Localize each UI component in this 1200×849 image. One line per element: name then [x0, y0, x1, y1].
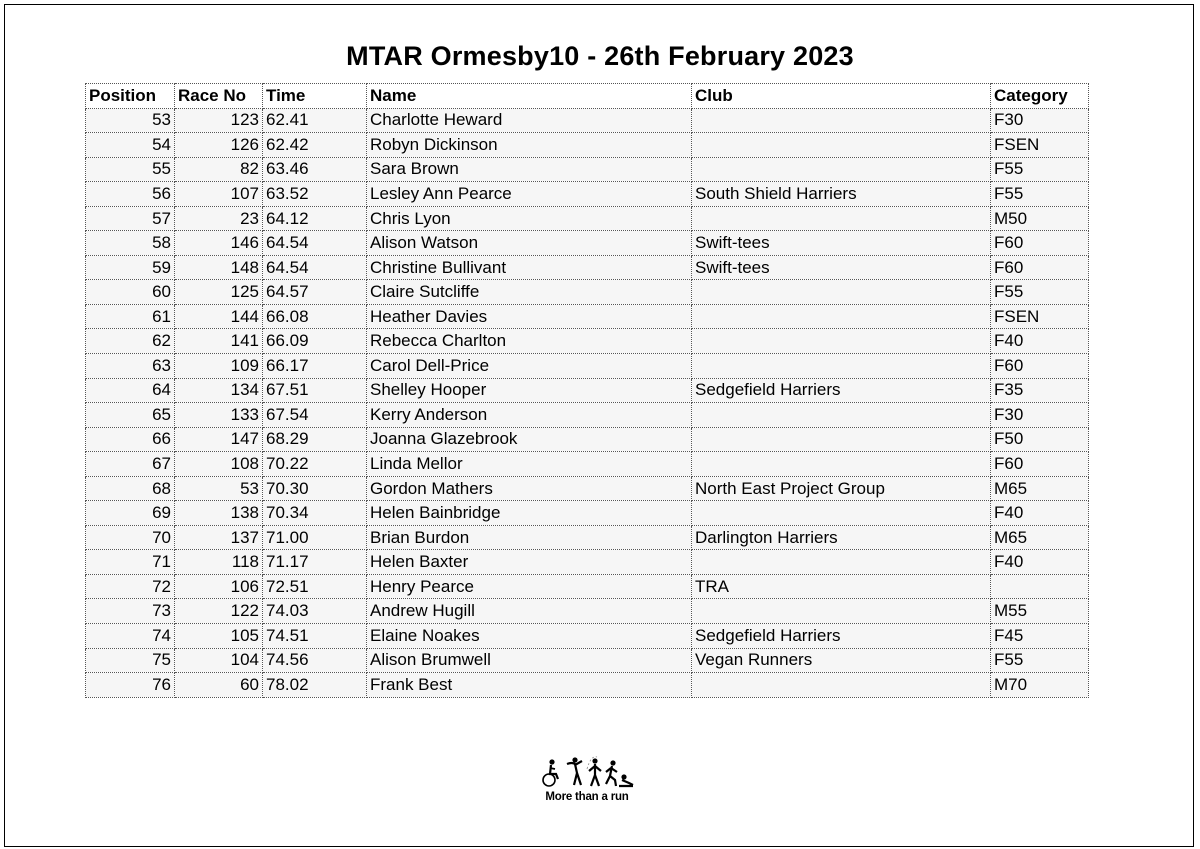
cell-race-no: 106 [175, 574, 263, 599]
cell-name: Alison Brumwell [367, 648, 692, 673]
cell-race-no: 134 [175, 378, 263, 403]
cell-category: M65 [991, 476, 1089, 501]
cell-club: Sedgefield Harriers [692, 378, 991, 403]
cell-position: 62 [86, 329, 175, 354]
cell-time: 63.52 [263, 182, 367, 207]
cell-position: 56 [86, 182, 175, 207]
cell-time: 71.17 [263, 550, 367, 575]
cell-category: F35 [991, 378, 1089, 403]
cell-time: 68.29 [263, 427, 367, 452]
cell-position: 66 [86, 427, 175, 452]
cell-name: Brian Burdon [367, 525, 692, 550]
cell-name: Kerry Anderson [367, 403, 692, 428]
cell-category: F45 [991, 624, 1089, 649]
cell-position: 65 [86, 403, 175, 428]
cell-club: Sedgefield Harriers [692, 624, 991, 649]
cell-name: Elaine Noakes [367, 624, 692, 649]
column-header-club: Club [692, 84, 991, 109]
cell-time: 71.00 [263, 525, 367, 550]
column-header-race-no: Race No [175, 84, 263, 109]
cell-name: Helen Bainbridge [367, 501, 692, 526]
table-row [86, 182, 1089, 207]
table-row [86, 403, 1089, 428]
table-row [86, 329, 1089, 354]
cell-club [692, 280, 991, 305]
column-header-category: Category [991, 84, 1089, 109]
cell-time: 70.34 [263, 501, 367, 526]
cell-time: 70.22 [263, 452, 367, 477]
cell-name: Henry Pearce [367, 574, 692, 599]
cell-club [692, 550, 991, 575]
cell-race-no: 141 [175, 329, 263, 354]
cell-name: Joanna Glazebrook [367, 427, 692, 452]
cell-time: 74.56 [263, 648, 367, 673]
cell-time: 64.12 [263, 206, 367, 231]
cell-race-no: 82 [175, 157, 263, 182]
cell-category: F30 [991, 403, 1089, 428]
cell-name: Gordon Mathers [367, 476, 692, 501]
cell-club [692, 108, 991, 133]
cell-club [692, 206, 991, 231]
cell-position: 57 [86, 206, 175, 231]
table-row [86, 452, 1089, 477]
cell-category: F55 [991, 157, 1089, 182]
cell-race-no: 118 [175, 550, 263, 575]
cell-position: 55 [86, 157, 175, 182]
cell-race-no: 107 [175, 182, 263, 207]
cell-time: 66.08 [263, 304, 367, 329]
cell-category: FSEN [991, 304, 1089, 329]
cell-club [692, 427, 991, 452]
cell-time: 64.57 [263, 280, 367, 305]
cell-time: 62.41 [263, 108, 367, 133]
cell-time: 66.09 [263, 329, 367, 354]
cell-race-no: 137 [175, 525, 263, 550]
cell-time: 64.54 [263, 231, 367, 256]
cell-name: Robyn Dickinson [367, 133, 692, 158]
table-row [86, 280, 1089, 305]
table-row [86, 525, 1089, 550]
cell-category [991, 574, 1089, 599]
cell-position: 68 [86, 476, 175, 501]
cell-club [692, 329, 991, 354]
more-than-a-run-logo [537, 755, 637, 811]
cell-name: Chris Lyon [367, 206, 692, 231]
table-row [86, 574, 1089, 599]
cell-name: Lesley Ann Pearce [367, 182, 692, 207]
cell-race-no: 146 [175, 231, 263, 256]
cell-club [692, 157, 991, 182]
cell-name: Alison Watson [367, 231, 692, 256]
cell-race-no: 104 [175, 648, 263, 673]
column-header-time: Time [263, 84, 367, 109]
cell-name: Rebecca Charlton [367, 329, 692, 354]
table-row [86, 378, 1089, 403]
cell-category: F30 [991, 108, 1089, 133]
cell-position: 75 [86, 648, 175, 673]
cell-category: F40 [991, 329, 1089, 354]
cell-name: Christine Bullivant [367, 255, 692, 280]
table-row [86, 673, 1089, 698]
cell-position: 63 [86, 354, 175, 379]
cell-race-no: 109 [175, 354, 263, 379]
cell-race-no: 23 [175, 206, 263, 231]
table-row [86, 599, 1089, 624]
cell-club [692, 133, 991, 158]
cell-time: 64.54 [263, 255, 367, 280]
cell-category: M70 [991, 673, 1089, 698]
cell-position: 58 [86, 231, 175, 256]
cell-time: 63.46 [263, 157, 367, 182]
page-title: MTAR Ormesby10 - 26th February 2023 [346, 41, 854, 71]
cell-time: 74.51 [263, 624, 367, 649]
cell-category: F55 [991, 648, 1089, 673]
cell-club: Swift-tees [692, 231, 991, 256]
cell-club: North East Project Group [692, 476, 991, 501]
results-table [85, 83, 1089, 698]
cell-category: F60 [991, 255, 1089, 280]
cell-race-no: 144 [175, 304, 263, 329]
cell-category: F40 [991, 501, 1089, 526]
cell-race-no: 53 [175, 476, 263, 501]
table-row [86, 206, 1089, 231]
cell-name: Helen Baxter [367, 550, 692, 575]
cell-name: Frank Best [367, 673, 692, 698]
cell-category: F55 [991, 280, 1089, 305]
cell-race-no: 148 [175, 255, 263, 280]
cell-club [692, 501, 991, 526]
logo-text: More than a run [545, 791, 629, 803]
cell-name: Sara Brown [367, 157, 692, 182]
cell-time: 78.02 [263, 673, 367, 698]
cell-position: 71 [86, 550, 175, 575]
table-row [86, 354, 1089, 379]
cell-race-no: 125 [175, 280, 263, 305]
cell-race-no: 147 [175, 427, 263, 452]
table-row [86, 648, 1089, 673]
cell-race-no: 133 [175, 403, 263, 428]
cell-race-no: 123 [175, 108, 263, 133]
table-row [86, 133, 1089, 158]
cell-name: Andrew Hugill [367, 599, 692, 624]
cell-race-no: 126 [175, 133, 263, 158]
cell-time: 67.51 [263, 378, 367, 403]
cell-race-no: 60 [175, 673, 263, 698]
cell-name: Shelley Hooper [367, 378, 692, 403]
cell-position: 74 [86, 624, 175, 649]
table-row [86, 501, 1089, 526]
cell-club: Swift-tees [692, 255, 991, 280]
cell-time: 72.51 [263, 574, 367, 599]
cell-position: 54 [86, 133, 175, 158]
cell-name: Carol Dell-Price [367, 354, 692, 379]
table-row [86, 624, 1089, 649]
cell-position: 76 [86, 673, 175, 698]
column-header-name: Name [367, 84, 692, 109]
cell-category: F40 [991, 550, 1089, 575]
cell-category: F60 [991, 354, 1089, 379]
cell-position: 73 [86, 599, 175, 624]
cell-position: 53 [86, 108, 175, 133]
cell-category: FSEN [991, 133, 1089, 158]
cell-time: 74.03 [263, 599, 367, 624]
cell-position: 64 [86, 378, 175, 403]
cell-race-no: 138 [175, 501, 263, 526]
cell-category: M50 [991, 206, 1089, 231]
cell-position: 59 [86, 255, 175, 280]
cell-club [692, 673, 991, 698]
table-row [86, 550, 1089, 575]
cell-position: 72 [86, 574, 175, 599]
cell-club [692, 354, 991, 379]
cell-club [692, 452, 991, 477]
cell-time: 62.42 [263, 133, 367, 158]
cell-club: Darlington Harriers [692, 525, 991, 550]
cell-category: F50 [991, 427, 1089, 452]
cell-name: Charlotte Heward [367, 108, 692, 133]
cell-race-no: 105 [175, 624, 263, 649]
cell-position: 67 [86, 452, 175, 477]
cell-category: F60 [991, 452, 1089, 477]
activity-figures-icon [539, 755, 635, 791]
cell-name: Heather Davies [367, 304, 692, 329]
cell-race-no: 122 [175, 599, 263, 624]
cell-club: Vegan Runners [692, 648, 991, 673]
cell-position: 70 [86, 525, 175, 550]
cell-time: 67.54 [263, 403, 367, 428]
cell-category: F60 [991, 231, 1089, 256]
table-row [86, 476, 1089, 501]
cell-name: Linda Mellor [367, 452, 692, 477]
cell-position: 60 [86, 280, 175, 305]
column-header-position: Position [86, 84, 175, 109]
cell-club: TRA [692, 574, 991, 599]
table-row [86, 427, 1089, 452]
cell-club: South Shield Harriers [692, 182, 991, 207]
header-row [86, 84, 1089, 109]
cell-race-no: 108 [175, 452, 263, 477]
cell-club [692, 599, 991, 624]
results-body [86, 108, 1089, 697]
cell-name: Claire Sutcliffe [367, 280, 692, 305]
cell-category: F55 [991, 182, 1089, 207]
table-row [86, 255, 1089, 280]
cell-position: 61 [86, 304, 175, 329]
table-row [86, 157, 1089, 182]
table-row [86, 231, 1089, 256]
cell-club [692, 403, 991, 428]
cell-position: 69 [86, 501, 175, 526]
cell-time: 70.30 [263, 476, 367, 501]
cell-category: M55 [991, 599, 1089, 624]
cell-club [692, 304, 991, 329]
table-row [86, 108, 1089, 133]
cell-category: M65 [991, 525, 1089, 550]
cell-time: 66.17 [263, 354, 367, 379]
table-row [86, 304, 1089, 329]
